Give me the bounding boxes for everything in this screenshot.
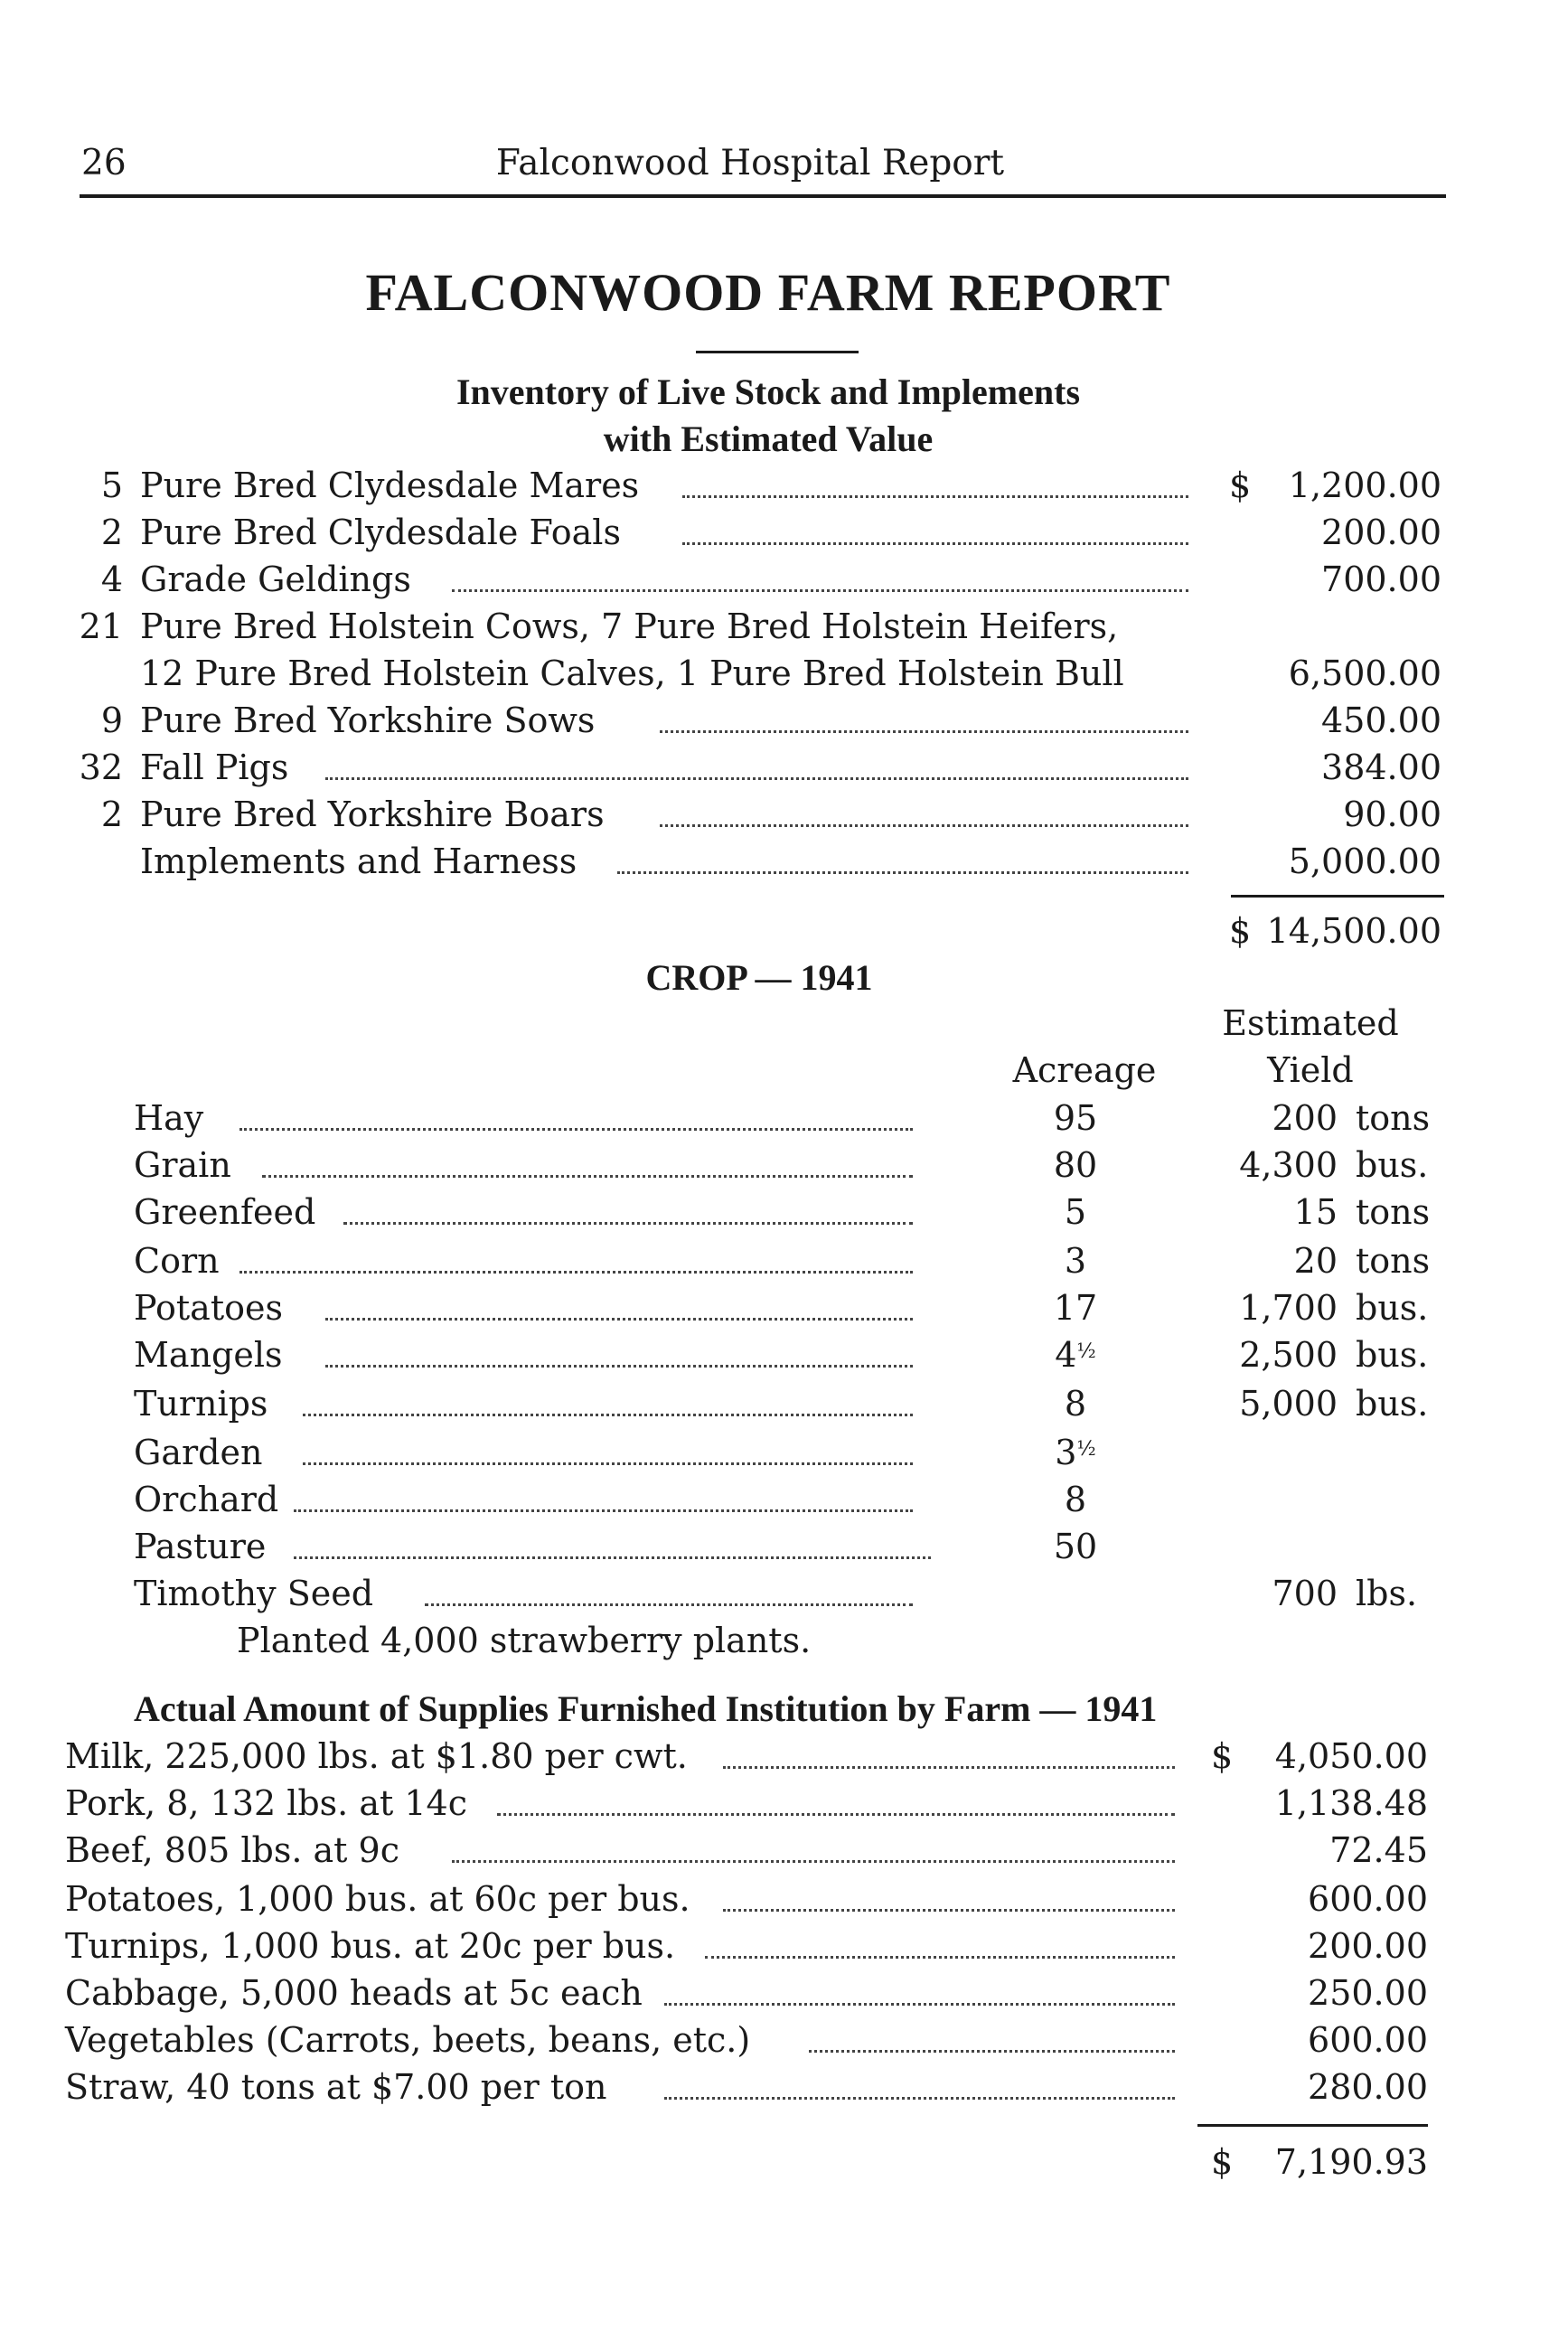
inventory-qty: 2	[100, 512, 123, 552]
crop-heading: CROP — 1941	[645, 957, 873, 998]
inventory-desc: Pure Bred Clydesdale Mares	[140, 465, 640, 505]
crop-acreage: 3	[1064, 1241, 1087, 1281]
dollar-sign: $	[1229, 911, 1252, 951]
inventory-value: 200.00	[1321, 512, 1441, 552]
inventory-desc-continued: 12 Pure Bred Holstein Calves, 1 Pure Bred Holstein Bull	[140, 653, 1124, 693]
inventory-desc: Implements and Harness	[140, 841, 577, 881]
crop-yield: 15	[1293, 1192, 1338, 1232]
supply-desc: Cabbage, 5,000 heads at 5c each	[65, 1973, 643, 2013]
crop-acreage: 95	[1053, 1098, 1098, 1138]
supplies-total: 7,190.93	[1274, 2142, 1428, 2182]
leader-dots	[343, 1222, 913, 1225]
crop-yield: 2,500	[1239, 1335, 1338, 1375]
inventory-qty: 32	[79, 747, 123, 787]
inventory-value: 1,200.00	[1288, 465, 1441, 505]
supply-value: 280.00	[1308, 2067, 1428, 2107]
crop-name: Hay	[134, 1098, 204, 1138]
crop-name: Orchard	[134, 1480, 279, 1519]
inventory-value: 700.00	[1321, 559, 1441, 599]
inventory-value: 5,000.00	[1288, 841, 1441, 881]
acreage-whole: 4	[1055, 1335, 1077, 1375]
leader-dots	[809, 2050, 1175, 2053]
crop-note: Planted 4,000 strawberry plants.	[237, 1621, 812, 1660]
crop-acreage: 8	[1064, 1480, 1087, 1519]
supply-value: 1,138.48	[1274, 1783, 1428, 1823]
leader-dots	[664, 2003, 1175, 2006]
crop-name: Garden	[134, 1433, 263, 1472]
inventory-value: 6,500.00	[1288, 653, 1441, 693]
inventory-desc: Fall Pigs	[140, 747, 289, 787]
crop-unit: bus.	[1356, 1335, 1429, 1375]
dollar-sign: $	[1211, 1736, 1234, 1776]
yield-header-line2: Yield	[1267, 1050, 1354, 1090]
inventory-subheading: with Estimated Value	[603, 418, 934, 459]
crop-yield: 700	[1272, 1574, 1338, 1613]
crop-unit: bus.	[1356, 1288, 1429, 1328]
inventory-desc: Pure Bred Yorkshire Sows	[140, 700, 596, 740]
crop-acreage	[1003, 1433, 1148, 1472]
running-title: Falconwood Hospital Report	[495, 143, 1005, 183]
crop-yield: 1,700	[1239, 1288, 1338, 1328]
crop-yield: 200	[1272, 1098, 1338, 1138]
leader-dots	[239, 1128, 913, 1131]
total-rule	[1231, 895, 1444, 898]
inventory-qty: 5	[100, 465, 123, 505]
leader-dots	[325, 1318, 913, 1321]
supply-desc: Straw, 40 tons at $7.00 per ton	[65, 2067, 607, 2107]
supply-desc: Pork, 8, 132 lbs. at 14c	[65, 1783, 467, 1823]
dollar-sign: $	[1211, 2142, 1234, 2182]
leader-dots	[497, 1813, 1175, 1816]
crop-acreage: 8	[1064, 1384, 1087, 1424]
crop-unit: bus.	[1356, 1145, 1429, 1185]
inventory-desc: Pure Bred Holstein Cows, 7 Pure Bred Holstein Heifers,	[140, 606, 1119, 646]
inventory-desc: Pure Bred Clydesdale Foals	[140, 512, 621, 552]
crop-unit: tons	[1356, 1192, 1431, 1232]
supplies-heading: Actual Amount of Supplies Furnished Institution by Farm — 1941	[134, 1688, 1158, 1729]
page-number: 26	[81, 143, 127, 183]
crop-name: Grain	[134, 1145, 231, 1185]
crop-name: Pasture	[134, 1527, 267, 1566]
leader-dots	[452, 589, 1188, 592]
acreage-header: Acreage	[1012, 1050, 1157, 1090]
leader-dots	[660, 824, 1188, 827]
crop-yield: 5,000	[1239, 1384, 1338, 1424]
leader-dots	[452, 1860, 1175, 1863]
leader-dots	[303, 1462, 913, 1465]
crop-name: Timothy Seed	[134, 1574, 374, 1613]
inventory-value: 384.00	[1321, 747, 1441, 787]
leader-dots	[294, 1556, 931, 1559]
crop-yield: 20	[1293, 1241, 1338, 1281]
page-title: FALCONWOOD FARM REPORT	[365, 263, 1171, 322]
supply-desc: Milk, 225,000 lbs. at $1.80 per cwt.	[65, 1736, 688, 1776]
crop-acreage: 5	[1064, 1192, 1087, 1232]
inventory-qty: 4	[100, 559, 123, 599]
supply-value: 250.00	[1308, 1973, 1428, 2013]
crop-acreage	[1003, 1335, 1148, 1375]
crop-acreage: 80	[1053, 1145, 1098, 1185]
dollar-sign: $	[1229, 465, 1252, 505]
crop-name: Mangels	[134, 1335, 283, 1375]
leader-dots	[723, 1766, 1175, 1769]
leader-dots	[325, 1365, 913, 1368]
yield-header-line1: Estimated	[1222, 1003, 1399, 1043]
title-rule	[696, 351, 859, 353]
supply-value: 4,050.00	[1274, 1736, 1428, 1776]
supply-desc: Turnips, 1,000 bus. at 20c per bus.	[65, 1926, 676, 1966]
acreage-fraction: ½	[1076, 1340, 1096, 1363]
leader-dots	[303, 1414, 913, 1416]
header-rule	[80, 194, 1446, 198]
crop-name: Turnips	[134, 1384, 268, 1424]
leader-dots	[239, 1271, 913, 1274]
leader-dots	[682, 542, 1188, 545]
leader-dots	[682, 495, 1188, 498]
supply-value: 72.45	[1329, 1830, 1428, 1870]
crop-name: Corn	[134, 1241, 220, 1281]
supply-value: 200.00	[1308, 1926, 1428, 1966]
inventory-desc: Grade Geldings	[140, 559, 411, 599]
leader-dots	[664, 2097, 1175, 2100]
crop-unit: tons	[1356, 1241, 1431, 1281]
acreage-whole: 3	[1055, 1433, 1077, 1472]
supply-desc: Potatoes, 1,000 bus. at 60c per bus.	[65, 1879, 690, 1919]
leader-dots	[705, 1956, 1175, 1959]
inventory-desc: Pure Bred Yorkshire Boars	[140, 794, 605, 834]
crop-acreage: 50	[1053, 1527, 1098, 1566]
inventory-qty: 21	[79, 606, 123, 646]
crop-yield: 4,300	[1239, 1145, 1338, 1185]
leader-dots	[262, 1175, 913, 1178]
crop-name: Greenfeed	[134, 1192, 316, 1232]
leader-dots	[617, 871, 1188, 874]
crop-name: Potatoes	[134, 1288, 283, 1328]
inventory-value: 450.00	[1321, 700, 1441, 740]
supply-desc: Vegetables (Carrots, beets, beans, etc.)	[65, 2020, 751, 2060]
crop-unit: tons	[1356, 1098, 1431, 1138]
inventory-qty: 9	[100, 700, 123, 740]
leader-dots	[425, 1603, 913, 1606]
inventory-heading: Inventory of Live Stock and Implements	[455, 371, 1081, 412]
crop-acreage: 17	[1053, 1288, 1098, 1328]
total-rule	[1197, 2124, 1428, 2127]
leader-dots	[325, 777, 1188, 780]
supply-value: 600.00	[1308, 1879, 1428, 1919]
acreage-fraction: ½	[1076, 1438, 1096, 1461]
inventory-qty: 2	[100, 794, 123, 834]
crop-unit: bus.	[1356, 1384, 1429, 1424]
leader-dots	[660, 730, 1188, 733]
crop-unit: lbs.	[1356, 1574, 1418, 1613]
inventory-total: 14,500.00	[1266, 911, 1441, 951]
supply-value: 600.00	[1308, 2020, 1428, 2060]
supply-desc: Beef, 805 lbs. at 9c	[65, 1830, 399, 1870]
leader-dots	[294, 1509, 913, 1512]
inventory-value: 90.00	[1343, 794, 1441, 834]
leader-dots	[723, 1909, 1175, 1912]
